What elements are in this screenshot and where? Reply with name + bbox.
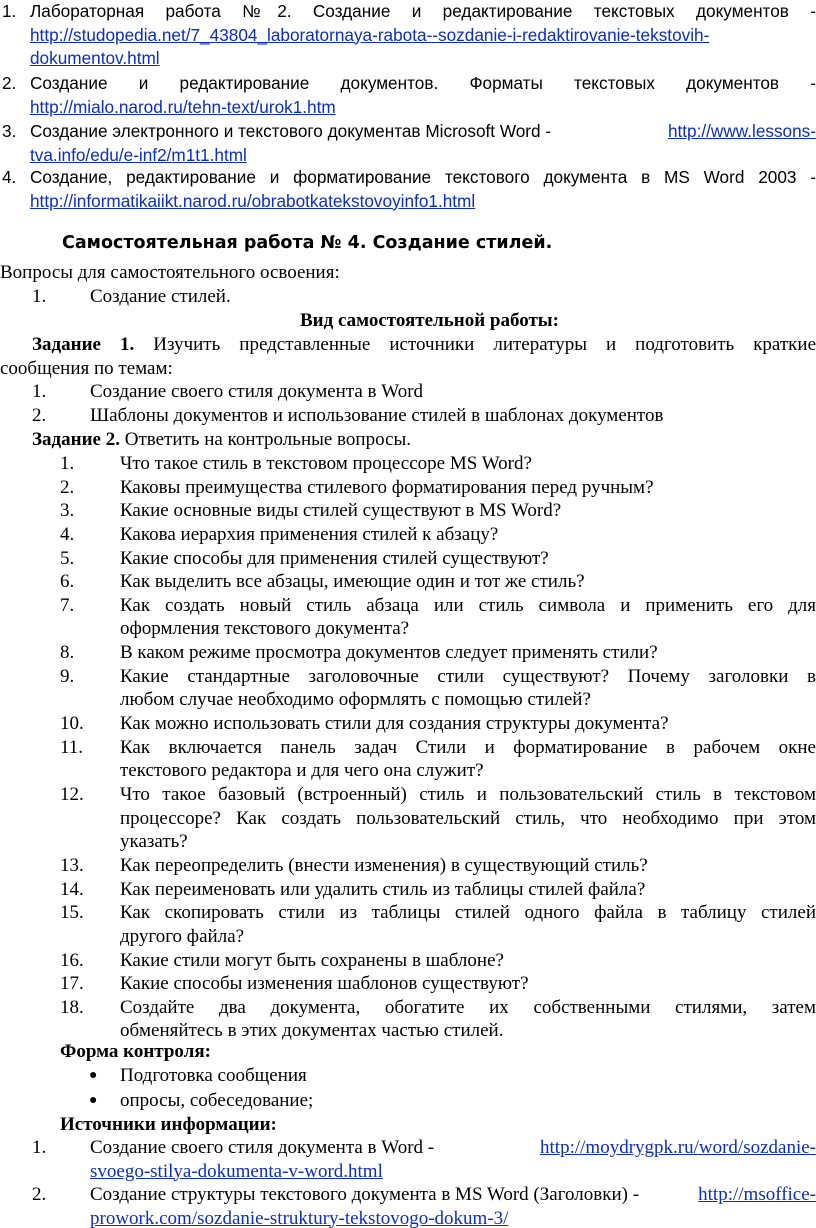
bullet-icon: ● [89, 1068, 98, 1083]
questions-item-text: Создание стилей. [90, 286, 231, 307]
reference-title: Создание электронного и текстового документав Microsoft Word - [30, 121, 552, 141]
control-form-title: Форма контроля: [60, 1041, 211, 1062]
task2-label: Задание 2. [32, 429, 120, 450]
reference-link[interactable]: http://www.lessons- [667, 121, 816, 141]
questions-item-number: 1. [32, 286, 47, 307]
reference-item [0, 72, 816, 119]
source-link-continued[interactable]: svoego-stilya-dokumenta-v-word.html [90, 1160, 383, 1182]
control-question-line: другого файла? [120, 925, 245, 947]
reference-link-continued[interactable]: tva.info/edu/e-inf2/m1t1.html [30, 144, 247, 165]
control-question-line: любом случае необходимо оформлять с помощью стилей? [120, 689, 591, 711]
control-question-text [120, 570, 816, 594]
control-question-line: Что такое стиль в текстовом процессоре MS Word? [120, 453, 532, 474]
control-question-number: 14. [60, 878, 84, 900]
control-question-line: обменяйтесь в этих документах частью стилей. [120, 1020, 504, 1042]
control-question-line: Какие стили могут быть сохранены в шаблоне? [120, 949, 504, 971]
control-question-text [120, 878, 816, 902]
control-question-text [120, 854, 816, 878]
reference-number: 3. [2, 121, 17, 141]
control-question-line: Какие основные виды стилей существуют в MS Word? [120, 500, 562, 522]
control-question-text [120, 972, 816, 996]
task1-item-number: 1. [32, 381, 47, 402]
source-text [90, 1183, 816, 1228]
reference-title: Лабораторная работа №2. Создание и редактирование текстовых документов - [30, 1, 816, 21]
control-question-number: 18. [60, 996, 84, 1018]
control-question-text [120, 712, 816, 736]
control-form-item-text: Подготовка сообщения [120, 1065, 307, 1086]
source-number: 2. [32, 1184, 47, 1205]
control-question-number: 15. [60, 902, 84, 924]
task1-item-text: Создание своего стиля документа в Word [90, 381, 424, 402]
control-question-line: Каковы преимущества стилевого форматирования перед ручным? [120, 476, 654, 498]
sources-title: Источники информации: [60, 1114, 277, 1135]
control-question-number: 12. [60, 784, 84, 806]
control-question-number: 2. [60, 476, 75, 498]
control-question-number: 9. [60, 665, 75, 687]
control-question-number: 8. [60, 642, 75, 664]
control-question-line: Как создать новый стиль абзаца или стиль символа и применить его для [120, 594, 816, 616]
control-question-line: указать? [120, 831, 188, 853]
control-question-text [120, 949, 816, 973]
task1-item-number: 2. [32, 405, 47, 426]
control-question-line: Создайте два документа, обогатите их собственными стилями, затем [120, 996, 816, 1018]
control-question-text [120, 523, 816, 547]
reference-link[interactable]: http://studopedia.net/7_43804_laboratornaya-rabota--sozdanie-i-redaktirovanie-tekstovih- [30, 24, 710, 45]
reference-link[interactable]: http://informatikaiikt.narod.ru/obrabotkatekstovoyinfo1.html [30, 190, 476, 211]
source-link-continued[interactable]: prowork.com/sozdanie-struktury-tekstovogo-dokum-3/ [90, 1207, 509, 1228]
control-question-line: Как включается панель задач Стили и форматирование в рабочем окне [120, 736, 816, 758]
task1-paragraph [32, 333, 816, 357]
reference-item [0, 120, 816, 167]
control-question-text [120, 594, 816, 641]
control-question-line: процессоре? Как создать пользовательский стиль, что необходимо при этом [120, 807, 816, 829]
reference-number: 4. [2, 167, 17, 187]
control-question-line: Какова иерархия применения стилей к абзацу? [120, 523, 499, 545]
control-question-text [120, 901, 816, 948]
bullet-icon: ● [89, 1093, 98, 1108]
control-question-number: 6. [60, 571, 75, 593]
control-question-number: 7. [60, 594, 75, 616]
reference-item [0, 166, 816, 213]
control-question-number: 5. [60, 547, 75, 569]
control-question-text [120, 499, 816, 523]
reference-title: Создание, редактирование и форматирование текстового документа в MS Word 2003 - [30, 167, 816, 187]
source-title: Создание своего стиля документа в Word - [90, 1137, 435, 1158]
source-link[interactable]: http://moydrygpk.ru/word/sozdanie- [540, 1137, 816, 1158]
task2-text: Ответить на контрольные вопросы. [124, 429, 411, 450]
control-question-line: Как выделить все абзацы, имеющие один и тот же стиль? [120, 571, 585, 593]
reference-link[interactable]: http://mialo.narod.ru/tehn-text/urok1.htm [30, 96, 336, 117]
control-question-number: 11. [60, 736, 84, 758]
source-link[interactable]: http://msoffice- [698, 1184, 816, 1205]
control-question-text [120, 476, 816, 500]
reference-number: 1. [2, 1, 17, 21]
source-title: Создание структуры текстового документа в MS Word (Заголовки) - [90, 1184, 640, 1205]
control-question-text [120, 996, 816, 1043]
control-question-line: оформления текстового документа? [120, 618, 410, 640]
control-question-number: 16. [60, 949, 84, 971]
control-question-text [120, 783, 816, 854]
reference-item [0, 0, 816, 71]
control-question-text [120, 665, 816, 712]
control-question-number: 13. [60, 855, 84, 877]
task1-text: Изучить представленные источники литературы и подготовить краткие [153, 334, 816, 355]
task1-item-text: Шаблоны документов и использование стилей в шаблонах документов [90, 405, 664, 426]
task1-text-continued: сообщения по темам: [0, 358, 173, 379]
control-question-number: 17. [60, 973, 84, 995]
control-question-line: Какие способы для применения стилей существуют? [120, 547, 549, 569]
control-question-text [120, 547, 816, 571]
section-heading: Самостоятельная работа № 4. Создание стилей. [62, 233, 553, 253]
control-question-number: 4. [60, 523, 75, 545]
questions-intro: Вопросы для самостоятельного освоения: [0, 262, 340, 283]
control-question-number: 1. [60, 453, 75, 474]
control-question-line: Какие способы изменения шаблонов существуют? [120, 973, 529, 995]
reference-number: 2. [2, 73, 17, 93]
control-question-text [120, 452, 816, 476]
control-question-line: Как можно использовать стили для создания структуры документа? [120, 713, 669, 735]
control-question-line: В каком режиме просмотра документов следует применять стили? [120, 642, 658, 664]
reference-title: Создание и редактирование документов. Форматы текстовых документов - [30, 73, 816, 93]
control-question-text [120, 736, 816, 783]
work-type-title: Вид самостоятельной работы: [300, 310, 559, 331]
task1-label: Задание 1. [32, 334, 135, 355]
control-question-text [120, 641, 816, 665]
source-text [90, 1136, 816, 1183]
source-number: 1. [32, 1137, 47, 1158]
reference-link-continued[interactable]: dokumentov.html [30, 48, 160, 68]
control-form-item-text: опросы, собеседование; [120, 1090, 314, 1111]
control-question-number: 3. [60, 500, 75, 522]
control-question-line: Как переопределить (внести изменения) в существующий стиль? [120, 855, 648, 877]
control-question-number: 10. [60, 713, 84, 735]
control-question-line: Что такое базовый (встроенный) стиль и пользовательский стиль в текстовом [120, 784, 816, 806]
control-question-line: Как скопировать стили из таблицы стилей одного файла в таблицу стилей [120, 902, 816, 924]
control-question-line: Какие стандартные заголовочные стили существуют? Почему заголовки в [120, 665, 816, 687]
control-question-line: текстового редактора и для чего она служит? [120, 760, 484, 782]
control-question-line: Как переименовать или удалить стиль из таблицы стилей файла? [120, 878, 646, 900]
task2-paragraph [32, 428, 411, 452]
